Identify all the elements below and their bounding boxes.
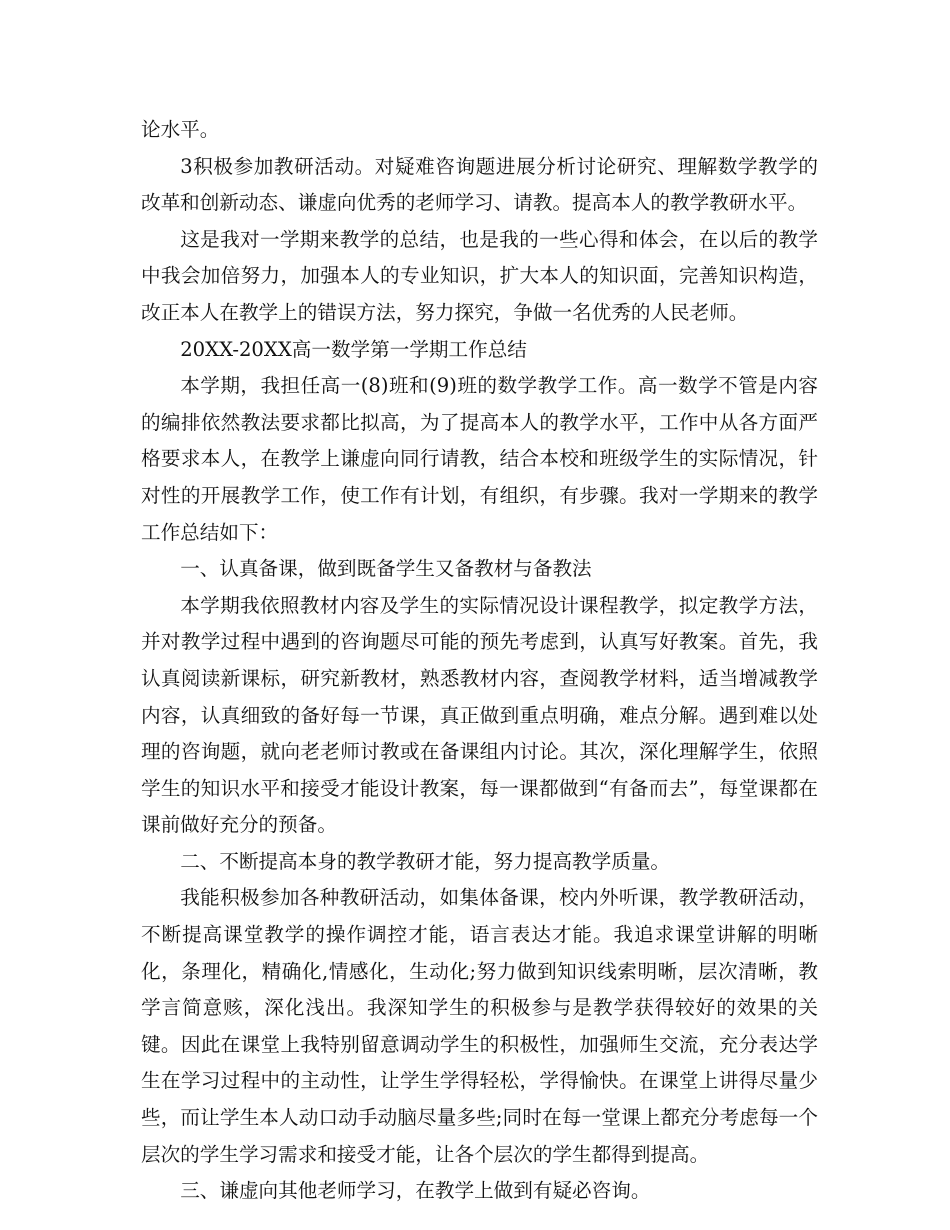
paragraph-intro: 本学期，我担任高一(8)班和(9)班的数学教学工作。高一数学不管是内容的编排依然教法要求都比拟高，为了提高本人的教学水平，工作中从各方面严格要求本人，在教学上谦虚向同行请教，结合本校和班级学生的实际情况，针对性的开展教学工作，使工作有计划，有组织，有步骤。我对一学期来的教学工作总结如下： bbox=[141, 374, 818, 544]
paragraph-research-activity: 3积极参加教研活动。对疑难咨询题进展分析讨论研究、理解数学教学的改革和创新动态、谦虚向优秀的老师学习、请教。提高本人的教学教研水平。 bbox=[141, 154, 818, 215]
paragraph-teaching-quality: 我能积极参加各种教研活动，如集体备课，校内外听课，教学教研活动，不断提高课堂教学的操作调控才能，语言表达才能。我追求课堂讲解的明晰化，条理化，精确化,情感化，生动化;努力做到知识线索明晰，层次清晰，教学言简意赅，深化浅出。我深知学生的积极参与是教学获得较好的效果的关键。因此在课堂上我特别留意调动学生的积极性，加强师生交流，充分表达学生在学习过程中的主动性，让学生学得轻松，学得愉快。在课堂上讲得尽量少些，而让学生本人动口动手动脑尽量多些;同时在每一堂课上都充分考虑每一个层次的学生学习需求和接受才能，让各个层次的学生都得到提高。 bbox=[141, 886, 818, 1166]
paragraph-semester-reflection: 这是我对一学期来教学的总结，也是我的一些心得和体会，在以后的教学中我会加倍努力，加强本人的专业知识，扩大本人的知识面，完善知识构造，改正本人在教学上的错误方法，努力探究，争做一名优秀的人民老师。 bbox=[141, 227, 818, 324]
paragraph-lesson-prep: 本学期我依照教材内容及学生的实际情况设计课程教学，拟定教学方法，并对教学过程中遇到的咨询题尽可能的预先考虑到，认真写好教案。首先，我认真阅读新课标，研究新教材，熟悉教材内容，查阅教学材料，适当增减教学内容，认真细致的备好每一节课，真正做到重点明确，难点分解。遇到难以处理的咨询题，就向老老师讨教或在备课组内讨论。其次，深化理解学生，依照学生的知识水平和接受才能设计教案，每一课都做到“有备而去”，每堂课都在课前做好充分的预备。 bbox=[141, 593, 818, 837]
heading-teaching-quality: 二、不断提高本身的教学教研才能，努力提高教学质量。 bbox=[180, 849, 671, 873]
heading-lesson-prep: 一、认真备课，做到既备学生又备教材与备教法 bbox=[180, 557, 592, 581]
section-title: 20XX-20XX高一数学第一学期工作总结 bbox=[180, 337, 527, 361]
heading-learn-from-peers: 三、谦虚向其他老师学习，在教学上做到有疑必咨询。 bbox=[180, 1179, 651, 1203]
document-body bbox=[141, 112, 818, 1210]
paragraph-continuation: 论水平。 bbox=[141, 118, 220, 141]
